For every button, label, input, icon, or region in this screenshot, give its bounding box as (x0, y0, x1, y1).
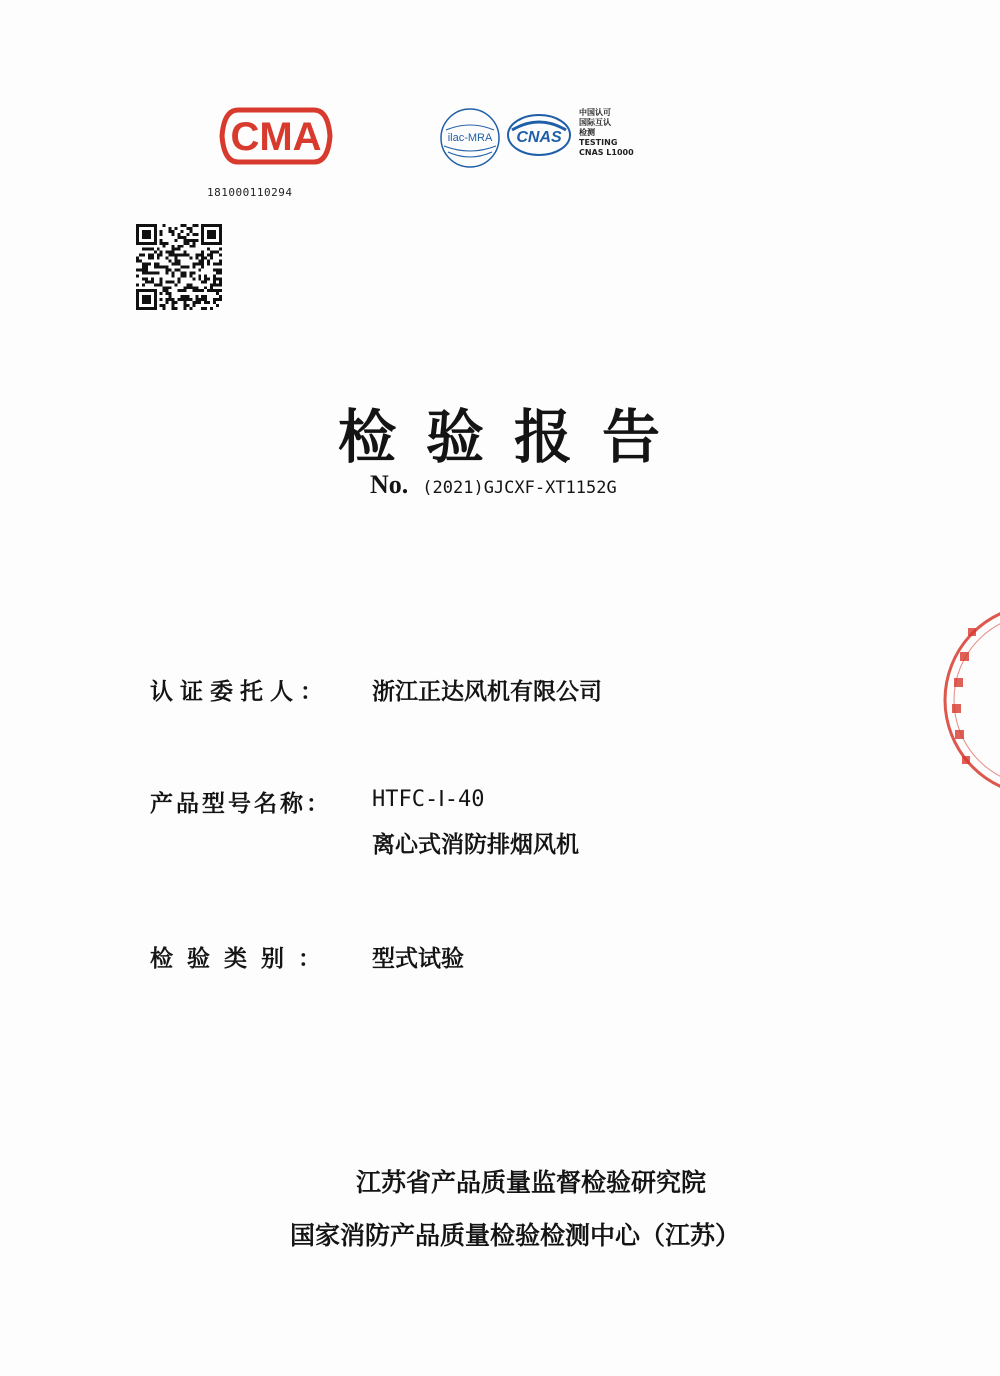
report-title: 检验报告 (337, 403, 690, 471)
report-number: (2021)GJCXF-XT1152G (422, 478, 617, 498)
cnas-logo-text: CNAS (516, 129, 562, 146)
ilac-logo-text: ilac-MRA (447, 132, 493, 144)
institute-name-secondary: 国家消防产品质量检验检测中心（江苏） (289, 1221, 740, 1250)
official-seal-partial (930, 600, 1000, 800)
qr-code-icon (136, 224, 222, 310)
cnas-line: 检测 (579, 128, 595, 137)
cnas-line: 国际互认 (579, 118, 611, 127)
product-label: 产品型号名称： (150, 791, 332, 817)
cnas-logo (506, 112, 572, 158)
cnas-line: CNAS L1000 (579, 148, 634, 157)
cnas-line: 中国认可 (579, 108, 611, 117)
inspection-type-label: 检 验 类 别 ： (150, 946, 325, 972)
cnas-line: TESTING (579, 138, 618, 147)
product-model: HTFC-Ⅰ-40 (372, 787, 485, 812)
ilac-mra-logo (438, 106, 502, 170)
cma-certificate-number: 181000110294 (207, 186, 293, 199)
cnas-accreditation-text (579, 108, 634, 158)
institute-name-primary: 江苏省产品质量监督检验研究院 (355, 1168, 706, 1197)
client-label: 认证委托人： (150, 679, 330, 705)
report-number-prefix: No. (370, 470, 409, 499)
client-value: 浙江正达风机有限公司 (372, 679, 602, 705)
inspection-type-value: 型式试验 (372, 946, 464, 972)
cma-logo (218, 106, 334, 166)
cma-logo-text: CMA (230, 115, 322, 159)
product-name: 离心式消防排烟风机 (372, 832, 579, 858)
report-number-row (370, 470, 617, 500)
